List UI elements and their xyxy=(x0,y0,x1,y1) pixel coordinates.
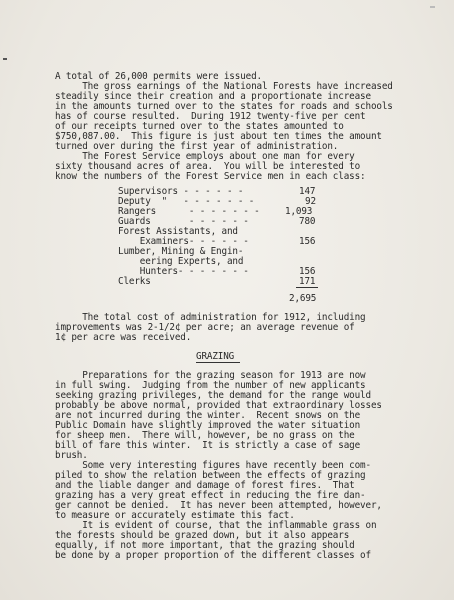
text-line: Preparations for the grazing season for 1913 are now xyxy=(55,370,366,381)
table-value: 147 xyxy=(299,186,316,197)
table-label: Forest Assistants, and xyxy=(118,226,238,237)
heading-underline xyxy=(196,362,240,363)
table-value: 156 xyxy=(299,236,316,247)
text-line: for sheep men. There will, however, be no grass on the xyxy=(55,430,355,441)
text-line: brush. xyxy=(55,450,88,461)
text-line: seeking grazing privileges, the demand for the range would xyxy=(55,390,371,401)
text-line: Public Domain have slightly improved the water situation xyxy=(55,420,361,431)
table-label: Hunters- - - - - - - xyxy=(118,266,249,277)
text-line: $750,087.00. This figure is just about ten times the amount xyxy=(55,131,382,142)
table-value: 156 xyxy=(299,266,316,277)
text-line: are not incurred during the winter. Recent snows on the xyxy=(55,410,361,421)
text-line: piled to show the relation between the effects of grazing xyxy=(55,470,366,481)
text-line: has of course resulted. During 1912 twenty-five per cent xyxy=(55,111,366,122)
text-line: probably be above normal, provided that extraordinary losses xyxy=(55,400,382,411)
table-value: 1,093 xyxy=(285,206,313,217)
text-line: in the amounts turned over to the states for roads and schools xyxy=(55,101,393,112)
table-label: Lumber, Mining & Engin- xyxy=(118,246,244,257)
table-label: eering Experts, and xyxy=(118,256,244,267)
table-label: Examiners- - - - - - xyxy=(118,236,249,247)
table-value: 92 xyxy=(305,196,316,207)
text-line: the forests should be grazed down, but it also appears xyxy=(55,530,350,541)
text-line: equally, if not more important, that the grazing should xyxy=(55,540,355,551)
text-line: Some very interesting figures have recently been com- xyxy=(55,460,371,471)
total-rule xyxy=(296,287,318,288)
text-line: 1¢ per acre was received. xyxy=(55,332,192,343)
text-line: and the liable danger and damage of forest fires. That xyxy=(55,480,355,491)
text-line: steadily since their creation and a proportionate increase xyxy=(55,91,371,102)
table-label: Supervisors - - - - - - xyxy=(118,186,244,197)
table-value: 780 xyxy=(299,216,316,227)
text-line: grazing has a very great effect in reducing the fire dan- xyxy=(55,490,366,501)
text-line: It is evident of course, that the inflammable grass on xyxy=(55,520,377,531)
text-line: know the numbers of the Forest Service men in each class: xyxy=(55,171,366,182)
table-label: Clerks xyxy=(118,276,151,287)
table-label: Rangers - - - - - - - xyxy=(118,206,260,217)
table-label: Guards - - - - - - xyxy=(118,216,249,227)
text-line: to measure or accurately estimate this fact. xyxy=(55,510,295,521)
corner-mark xyxy=(430,6,435,8)
text-line: in full swing. Judging from the number of new applicants xyxy=(55,380,366,391)
table-total: 2,695 xyxy=(289,293,317,304)
text-line: sixty thousand acres of area. You will be interested to xyxy=(55,161,361,172)
margin-mark xyxy=(3,58,7,60)
text-line: of our receipts turned over to the states amounted to xyxy=(55,121,344,132)
text-line: improvements was 2-1/2¢ per acre; an average revenue of xyxy=(55,322,355,333)
table-label: Deputy " - - - - - - - xyxy=(118,196,255,207)
text-line: bill of fare this winter. It is strictly a case of sage xyxy=(55,440,361,451)
text-line: The gross earnings of the National Forests have increased xyxy=(55,81,393,92)
text-line: The total cost of administration for 1912, including xyxy=(55,312,366,323)
text-line: A total of 26,000 permits were issued. xyxy=(55,71,262,82)
section-heading: GRAZING xyxy=(196,351,235,362)
table-value: 171 xyxy=(299,276,316,287)
text-line: ger cannot be denied. It has never been attempted, however, xyxy=(55,500,382,511)
text-line: be done by a proper proportion of the different classes of xyxy=(55,550,371,561)
text-line: turned over during the first year of administration. xyxy=(55,141,339,152)
text-line: The Forest Service employs about one man for every xyxy=(55,151,355,162)
